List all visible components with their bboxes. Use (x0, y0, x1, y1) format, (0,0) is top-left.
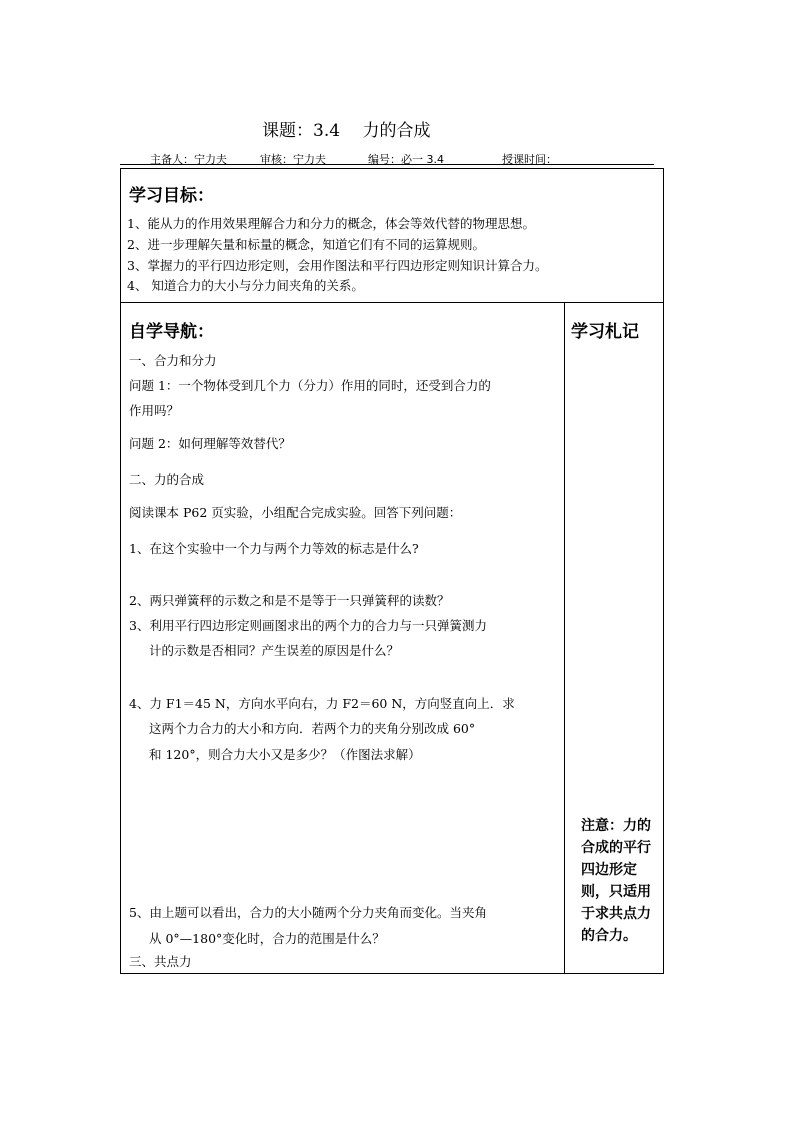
page-title: 课题：3.4 力的合成 (262, 121, 431, 141)
guide-line: 阅读课本 P62 页实验，小组配合完成实验。回答下列问题： (129, 505, 462, 520)
guide-line: 三、共点力 (129, 954, 192, 969)
guide-line: 5、由上题可以看出，合力的大小随两个分力夹角而变化。当夹角 (129, 905, 487, 920)
preparer: 主备人：宁力夫 (150, 153, 227, 166)
lesson-time: 授课时间： (502, 153, 557, 166)
guide-line: 3、利用平行四边形定则画图求出的两个力的合力与一只弹簧测力 (129, 618, 487, 633)
notes-heading: 学习札记 (571, 322, 639, 342)
guide-line: 作用吗？ (129, 403, 180, 418)
guide-heading: 自学导航： (129, 322, 214, 342)
code: 编号：必一 3.4 (368, 153, 444, 166)
notes-section (564, 302, 664, 974)
guide-line: 和 120°，则合力大小又是多少？（作图法求解） (149, 747, 421, 762)
guide-line: 二、力的合成 (129, 472, 205, 487)
reviewer: 审核：宁力夫 (260, 153, 326, 166)
guide-line: 这两个力合力的大小和方向．若两个力的夹角分别改成 60° (149, 721, 476, 736)
goals-heading: 学习目标： (129, 186, 214, 206)
guide-line: 1、在这个实验中一个力与两个力等效的标志是什么? (129, 541, 419, 556)
header-underline (120, 164, 654, 165)
guide-line: 计的示数是否相同？产生误差的原因是什么？ (149, 643, 400, 658)
guide-line: 从 0°—180°变化时，合力的范围是什么？ (149, 931, 385, 946)
notes-attention: 注意：力的合成的平行四边形定则，只适用于求共点力的合力。 (581, 818, 651, 944)
guide-line: 问题 2：如何理解等效替代？ (129, 436, 291, 451)
guide-line: 2、两只弹簧秤的示数之和是不是等于一只弹簧秤的读数？ (129, 593, 450, 608)
guide-line: 问题 1：一个物体受到几个力（分力）作用的同时，还受到合力的 (129, 378, 491, 393)
goal-item: 2、进一步理解矢量和标量的概念，知道它们有不同的运算规则。 (127, 237, 485, 252)
guide-section (120, 302, 565, 974)
goal-item: 4、 知道合力的大小与分力间夹角的关系。 (127, 278, 364, 293)
goal-item: 1、能从力的作用效果理解合力和分力的概念，体会等效代替的物理思想。 (127, 216, 535, 231)
goals-section (120, 168, 664, 303)
guide-line: 4、力 F1＝45 N，方向水平向右，力 F2＝60 N，方向竖直向上．求 (129, 696, 515, 711)
guide-line: 一、合力和分力 (129, 353, 217, 368)
goal-item: 3、掌握力的平行四边形定则，会用作图法和平行四边形定则知识计算合力。 (127, 258, 548, 273)
